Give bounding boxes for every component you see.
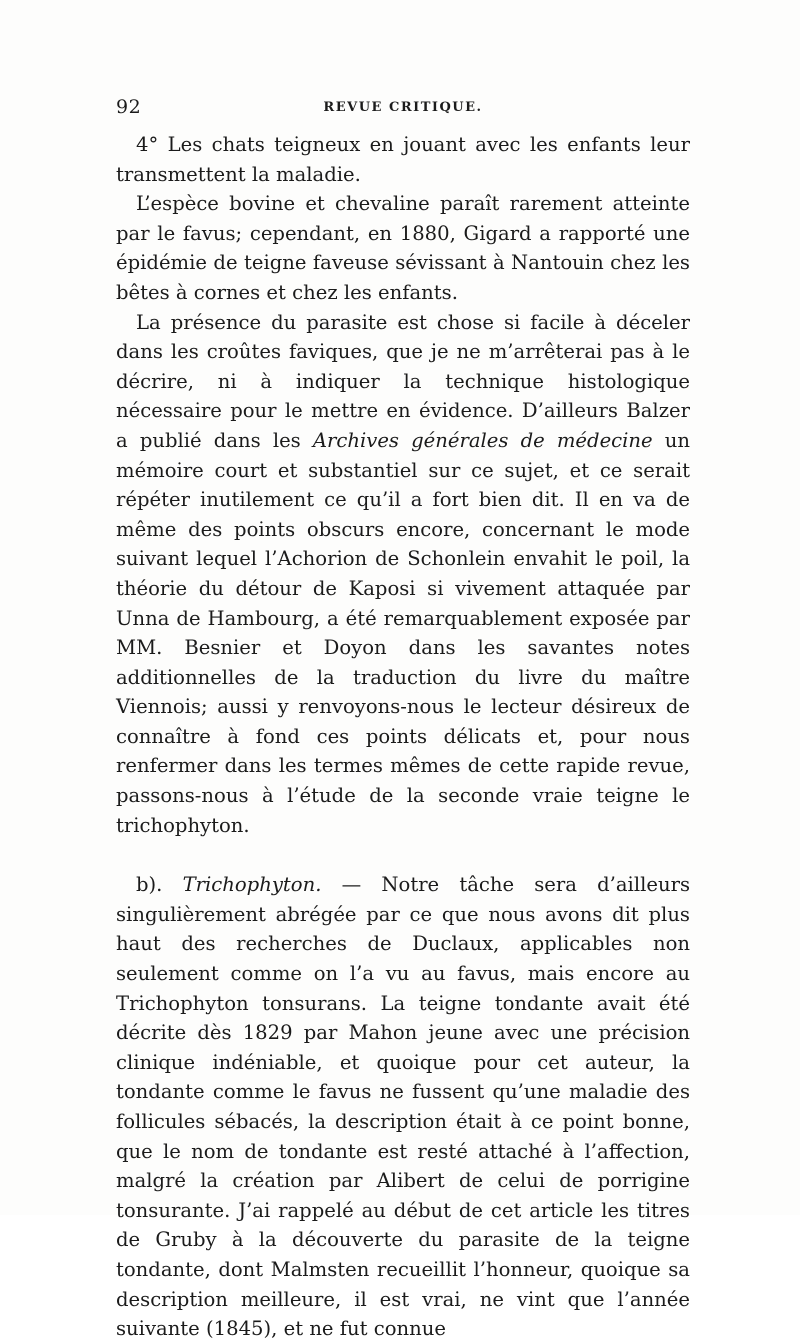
- paragraph-cats: 4° Les chats teigneux en jouant avec les enfants leur transmettent la maladie.: [116, 133, 690, 186]
- page-number: 92: [116, 96, 142, 118]
- paragraph-trichophyton-text: — Notre tâche sera d’ailleurs singulièrement abrégée par ce que nous avons dit plus haut des recherches de Duclaux, applicables non seulement comme on l’a vu au favus, mais encore au Trichophyton tonsurans. La teigne tondante avait été décrite dès 1829 par Mahon jeune avec une précision clinique indéniable, et quoique pour cet auteur, la tondante comme le favus ne fussent qu’une maladie des follicules sébacés, la description était à ce point bonne, que le nom de tondante est resté attaché à l’affection, malgré la création par Alibert de celui de porrigine tonsurante. J’ai rappelé au début de cet article les titres de Gruby à la découverte du parasite de la teigne tondante, dont Malmsten recueillit l’honneur, quoique sa description meilleure, il est vrai, ne vint que l’année suivante (1845), et ne fut connue: [116, 873, 690, 1341]
- journal-title: Archives générales de médecine: [312, 428, 653, 452]
- paragraph-trichophyton: [116, 870, 690, 1344]
- paragraph-bovine: L’espèce bovine et chevaline paraît rarement atteinte par le favus; cependant, en 1880, Gigard a rapporté une épidémie de teigne faveuse sévissant à Nantouin chez les bêtes à cornes et chez les enfants.: [116, 192, 690, 304]
- page-header: [116, 96, 690, 120]
- paragraph-parasite-start: La présence du parasite est chose si facile à déceler dans les croûtes faviques, que je ne m’arrêterai pas à le décrire, ni à indiquer la technique histologique nécessaire pour le mettre en évidence. D’ailleurs Balzer a publié dans les: [116, 310, 690, 452]
- section-title: Trichophyton.: [182, 873, 322, 897]
- body-text: [116, 130, 690, 1344]
- section-gap: [116, 840, 690, 870]
- running-head: REVUE CRITIQUE.: [323, 100, 483, 115]
- paragraph-parasite: [116, 308, 690, 841]
- section-marker: b).: [136, 873, 183, 897]
- paragraph-parasite-end: un mémoire court et substantiel sur ce sujet, et ce serait répéter inutilement ce qu’il a fort bien dit. Il en va de même des points obscurs encore, concernant le mode suivant lequel l’Achorion de Schonlein envahit le poil, la théorie du détour de Kaposi si vivement attaquée par Unna de Hambourg, a été remarquablement exposée par MM. Besnier et Doyon dans les savantes notes additionnelles de la traduction du livre du maître Viennois; aussi y renvoyons-nous le lecteur désireux de connaître à fond ces points délicats et, pour nous renfermer dans les termes mêmes de cette rapide revue, passons-nous à l’étude de la seconde vraie teigne le trichophyton.: [116, 428, 690, 837]
